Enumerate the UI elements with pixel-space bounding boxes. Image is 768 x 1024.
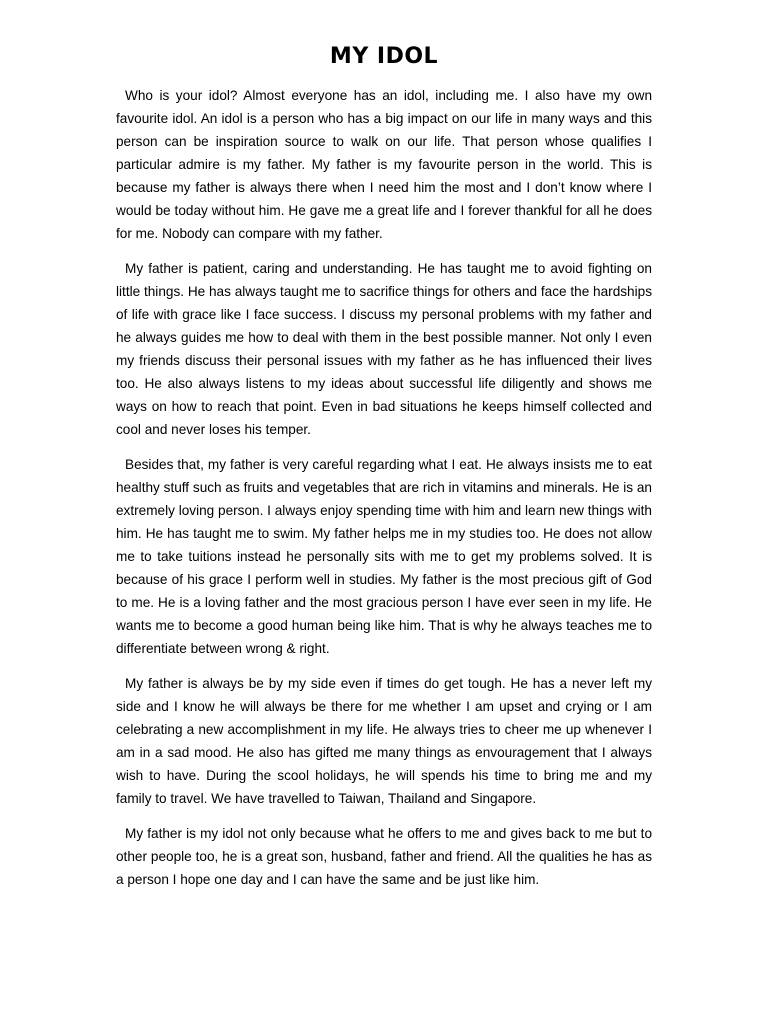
paragraph-1: Who is your idol? Almost everyone has an idol, including me. I also have my own favourite idol. An idol is a person who has a big impact on our life in many ways and this person can be inspiration source to walk on our life. That person whose qualifies I particular admire is my father. My father is my favourite person in the world. This is because my father is always there when I need him the most and I don’t know where I would be today without him. He gave me a great life and I forever thankful for all he does for me. Nobody can compare with my father. <box>116 88 652 241</box>
paragraph-2: My father is patient, caring and understanding. He has taught me to avoid fighting on little things. He has always taught me to sacrifice things for others and face the hardships of life with grace like I face success. I discuss my personal problems with my father and he always guides me how to deal with them in the best possible manner. Not only I even my friends discuss their personal issues with my father as he has influenced their lives too. He also always listens to my ideas about successful life diligently and shows me ways on how to reach that point. Even in bad situations he keeps himself collected and cool and never loses his temper. <box>116 261 652 437</box>
document-page <box>116 0 652 891</box>
document-title: MY IDOL <box>329 44 439 69</box>
paragraph-4: My father is always be by my side even if times do get tough. He has a never left my side and I know he will always be there for me whether I am upset and crying or I am celebrating a new accomplishment in my life. He always tries to cheer me up whenever I am in a sad mood. He also has gifted me many things as envouragement that I always wish to have. During the scool holidays, he will spends his time to bring me and my family to travel. We have travelled to Taiwan, Thailand and Singapore. <box>116 676 652 806</box>
paragraph-5: My father is my idol not only because what he offers to me and gives back to me but to other people too, he is a great son, husband, father and friend. All the qualities he has as a person I hope one day and I can have the same and be just like him. <box>116 826 652 887</box>
paragraph-3: Besides that, my father is very careful regarding what I eat. He always insists me to eat healthy stuff such as fruits and vegetables that are rich in vitamins and minerals. He is an extremely loving person. I always enjoy spending time with him and learn new things with him. He has taught me to swim. My father helps me in my studies too. He does not allow me to take tuitions instead he personally sits with me to get my problems solved. It is because of his grace I perform well in studies. My father is the most precious gift of God to me. He is a loving father and the most gracious person I have ever seen in my life. He wants me to become a good human being like him. That is why he always teaches me to differentiate between wrong & right. <box>116 457 652 656</box>
